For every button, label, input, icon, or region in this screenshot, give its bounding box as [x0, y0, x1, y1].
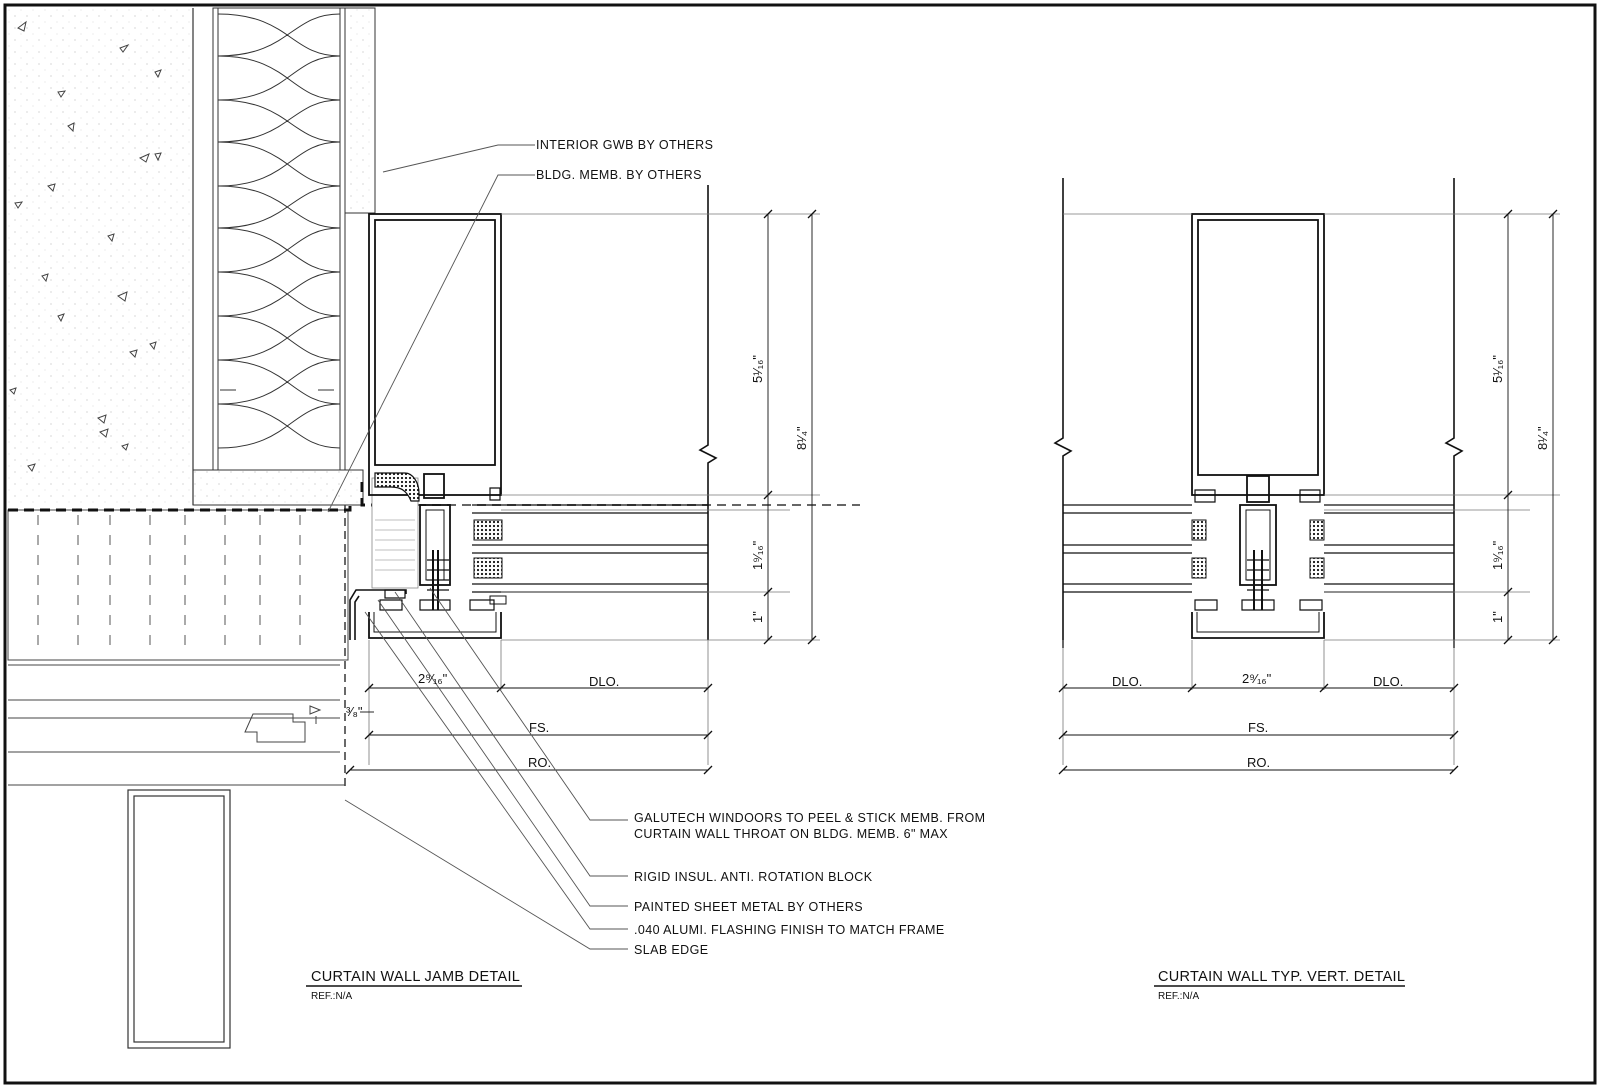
callout-interior-gwb: INTERIOR GWB BY OTHERS [536, 138, 714, 152]
dim-jamb-depth-cover: 1" [750, 611, 765, 623]
vert-detail-ref: REF.:N/A [1158, 991, 1200, 1002]
dim-jamb-shim: ³⁄₈" [346, 704, 363, 719]
dim-jamb-depth-glass: 1⁹⁄₁₆" [750, 540, 765, 570]
glazing-unit [472, 505, 708, 604]
dim-vert-depth-cover: 1" [1490, 611, 1505, 623]
callout-rigid-insul: RIGID INSUL. ANTI. ROTATION BLOCK [634, 870, 873, 884]
dim-jamb-dlo: DLO. [589, 674, 620, 689]
dim-jamb-depth-upper: 5¹⁄₁₆" [750, 355, 765, 383]
dim-jamb-mullion-width: 2⁹⁄₁₆" [418, 671, 448, 686]
dim-jamb-fs: FS. [529, 720, 550, 735]
callout-galutech-line1: GALUTECH WINDOORS TO PEEL & STICK MEMB. FROM [634, 811, 986, 825]
sheet-border [5, 5, 1595, 1083]
dim-jamb-depth-total: 8¹⁄₄" [794, 426, 809, 450]
concrete-wall [8, 8, 193, 505]
callout-slab-edge: SLAB EDGE [634, 943, 709, 957]
dim-vert-fs: FS. [1248, 720, 1269, 735]
column [128, 790, 230, 1048]
dim-vert-mullion-width: 2⁹⁄₁₆" [1242, 671, 1272, 686]
dim-vert-depth-total: 8¹⁄₄" [1535, 426, 1550, 450]
batt-insulation [213, 8, 345, 470]
floor-slab [8, 505, 348, 790]
jamb-detail-title: CURTAIN WALL JAMB DETAIL [311, 969, 521, 985]
callout-painted-sheet-metal: PAINTED SHEET METAL BY OTHERS [634, 900, 864, 914]
jamb-detail-ref: REF.:N/A [311, 991, 353, 1002]
dim-vert-depth-glass: 1⁹⁄₁₆" [1490, 540, 1505, 570]
callout-bldg-memb: BLDG. MEMB. BY OTHERS [536, 168, 702, 182]
dim-vert-dlo-right: DLO. [1373, 674, 1404, 689]
interior-gwb [345, 8, 375, 213]
dim-vert-ro: RO. [1247, 755, 1271, 770]
callout-galutech-line2: CURTAIN WALL THROAT ON BLDG. MEMB. 6" MAX [634, 827, 948, 841]
vert-detail-title: CURTAIN WALL TYP. VERT. DETAIL [1158, 969, 1406, 985]
dim-vert-dlo-left: DLO. [1112, 674, 1143, 689]
bottom-plate [193, 470, 363, 505]
dim-vert-depth-upper: 5¹⁄₁₆" [1490, 355, 1505, 383]
jamb-detail-drawing [8, 8, 860, 1048]
break-line [700, 185, 716, 640]
dim-jamb-ro: RO. [528, 755, 552, 770]
callout-flashing: .040 ALUMI. FLASHING FINISH TO MATCH FRAME [634, 923, 945, 937]
